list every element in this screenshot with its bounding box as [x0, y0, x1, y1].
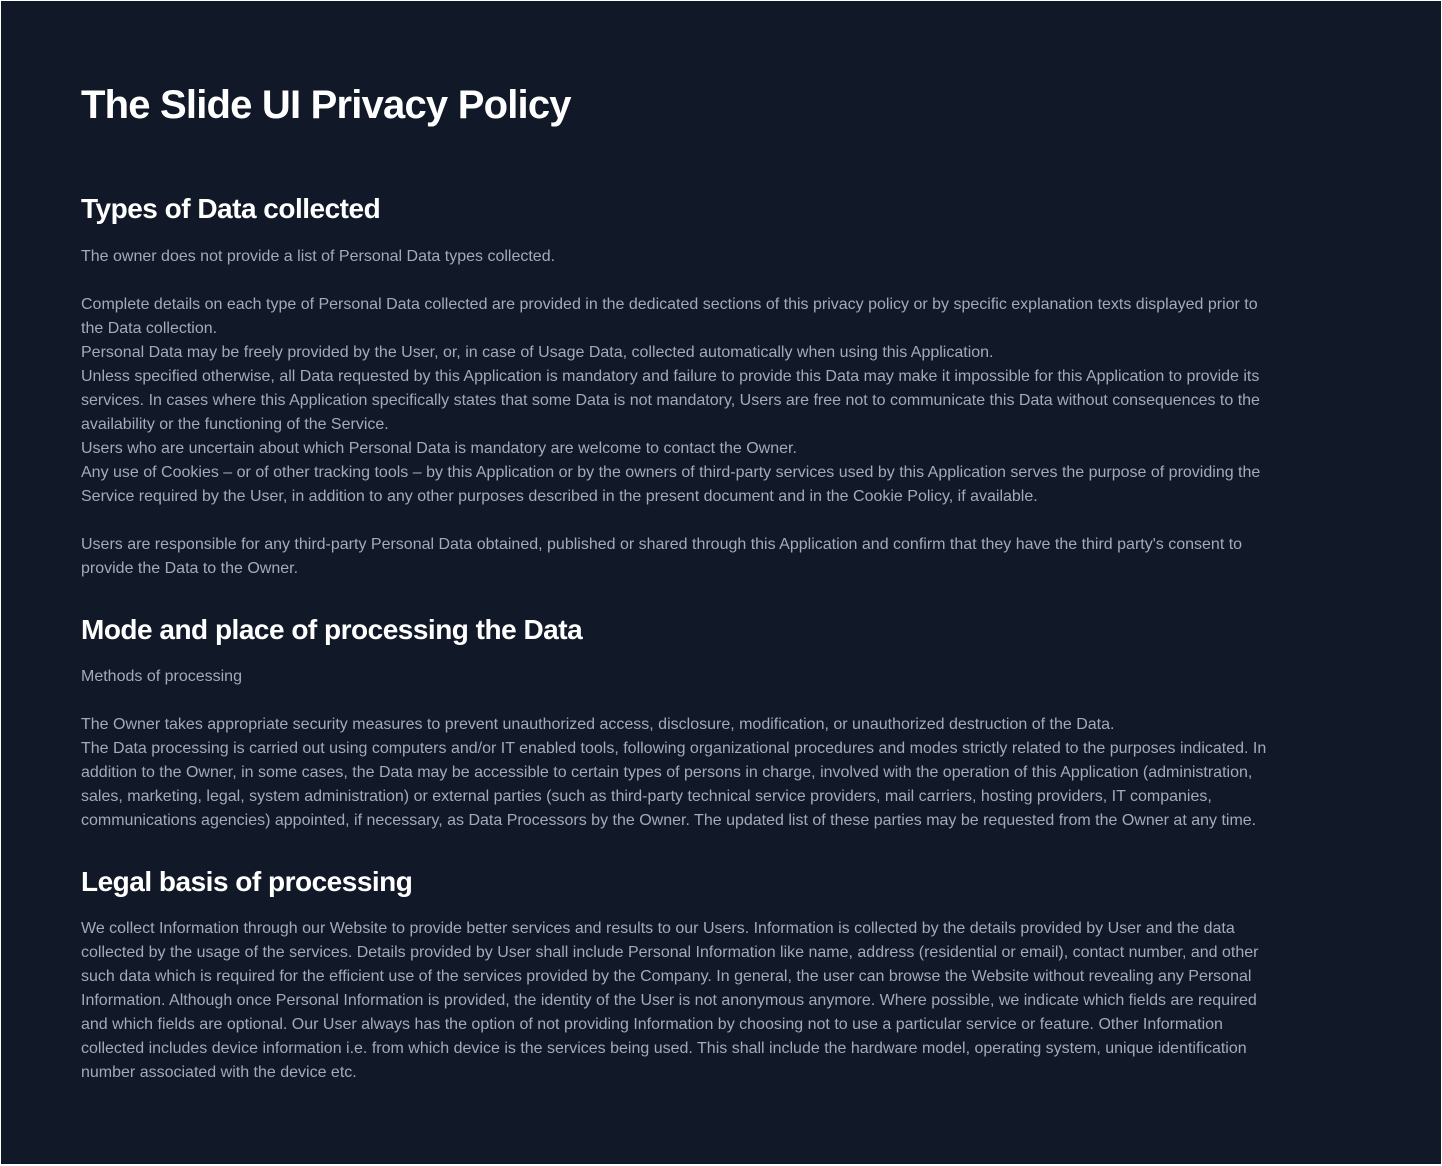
paragraph-line: communications agencies) appointed, if necessary, as Data Processors by the Owner. The updated list of these parties may be requested from the Owner at any time.	[81, 812, 1257, 829]
paragraph-line: services. In cases where this Application specifically states that some Data is not mandatory, Users are free not to communicate this Data without consequences to the	[81, 392, 1260, 409]
paragraph-line: Any use of Cookies – or of other tracking tools – by this Application or by the owners of third-party services used by this Application serves the purpose of providing the	[81, 464, 1261, 481]
paragraph-line: number associated with the device etc.	[81, 1064, 357, 1081]
paragraph-line: such data which is required for the efficient use of the services provided by the Company. In general, the user can browse the Website without revealing any Personal	[81, 968, 1252, 985]
paragraph-line: Service required by the User, in addition to any other purposes described in the present document and in the Cookie Policy, if available.	[81, 488, 1038, 505]
paragraph-line: addition to the Owner, in some cases, the Data may be accessible to certain types of persons in charge, involved with the operation of this Application (administration,	[81, 764, 1253, 781]
section-closing-types-of-data	[81, 533, 1361, 581]
section-intro-mode-and-place	[81, 665, 1361, 689]
paragraph-line: We collect Information through our Website to provide better services and results to our Users. Information is collected by the details provided by User and the data	[81, 920, 1235, 937]
section-heading-types-of-data: Types of Data collected	[81, 193, 381, 224]
paragraph-line: provide the Data to the Owner.	[81, 560, 299, 577]
paragraph-line: Methods of processing	[81, 668, 242, 685]
paragraph-line: Personal Data may be freely provided by the User, or, in case of Usage Data, collected automatically when using this Application.	[81, 344, 994, 361]
section-body-mode-and-place	[81, 713, 1361, 833]
section-body-legal-basis	[81, 917, 1361, 1085]
policy-page	[1, 1, 1441, 1164]
paragraph-line: and which fields are optional. Our User always has the option of not providing Information by choosing not to use a particular service or feature. Other Information	[81, 1016, 1223, 1033]
paragraph-line: the Data collection.	[81, 320, 218, 337]
paragraph-line: The Owner takes appropriate security measures to prevent unauthorized access, disclosure, modification, or unauthorized destruction of the Data.	[81, 716, 1115, 733]
paragraph-line: collected includes device information i.e. from which device is the services being used. This shall include the hardware model, operating system, unique identification	[81, 1040, 1247, 1057]
paragraph-line: Users are responsible for any third-party Personal Data obtained, published or shared through this Application and confirm that they have the third party's consent to	[81, 536, 1243, 553]
paragraph-line: The owner does not provide a list of Personal Data types collected.	[81, 248, 556, 265]
paragraph-line: availability or the functioning of the Service.	[81, 416, 389, 433]
paragraph-line: Unless specified otherwise, all Data requested by this Application is mandatory and failure to provide this Data may make it impossible for this Application to provide its	[81, 368, 1260, 385]
paragraph-line: sales, marketing, legal, system administration) or external parties (such as third-party technical service providers, mail carriers, hosting providers, IT companies,	[81, 788, 1212, 805]
section-body-types-of-data	[81, 293, 1361, 509]
section-heading-legal-basis: Legal basis of processing	[81, 866, 413, 897]
section-heading-mode-and-place: Mode and place of processing the Data	[81, 614, 583, 645]
paragraph-line: Information. Although once Personal Information is provided, the identity of the User is not anonymous anymore. Where possible, we indicate which fields are required	[81, 992, 1257, 1009]
paragraph-line: Users who are uncertain about which Personal Data is mandatory are welcome to contact the Owner.	[81, 440, 797, 457]
paragraph-line: The Data processing is carried out using computers and/or IT enabled tools, following organizational procedures and modes strictly related to the purposes indicated. In	[81, 740, 1267, 757]
section-intro-types-of-data	[81, 245, 1361, 269]
paragraph-line: Complete details on each type of Personal Data collected are provided in the dedicated sections of this privacy policy or by specific explanation texts displayed prior to	[81, 296, 1258, 313]
paragraph-line: collected by the usage of the services. Details provided by User shall include Personal Information like name, address (residential or email), contact number, and other	[81, 944, 1259, 961]
page-title: The Slide UI Privacy Policy	[81, 83, 571, 127]
